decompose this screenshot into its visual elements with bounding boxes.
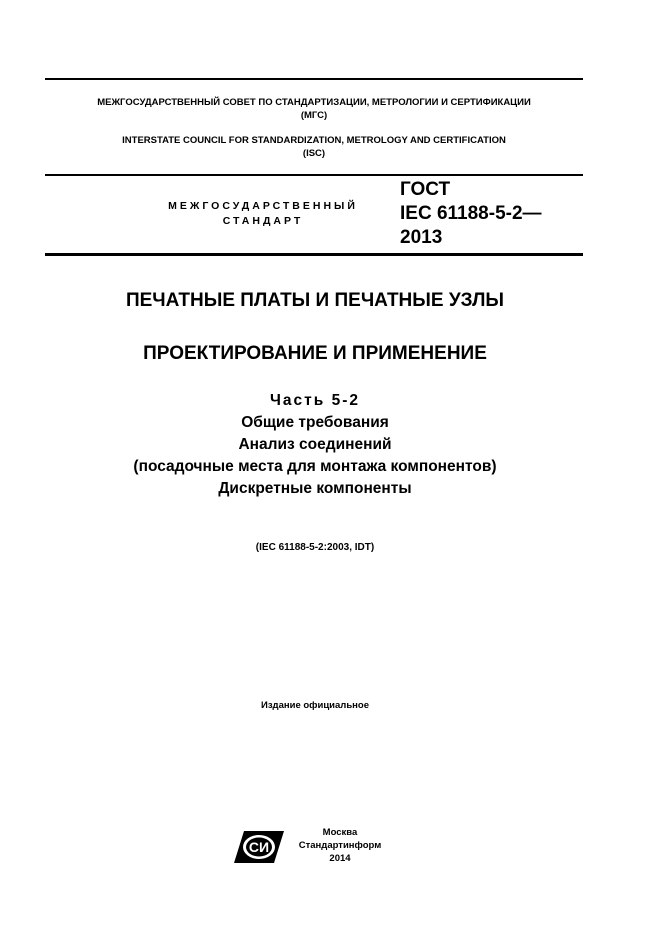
publisher-year: 2014: [329, 853, 351, 864]
top-rule: [45, 78, 583, 80]
part-line-1: Общие требования: [241, 414, 389, 431]
part-line-3: (посадочные места для монтажа компонентов): [133, 458, 497, 475]
standartinform-logo-icon: [234, 829, 286, 865]
standard-code: [400, 178, 542, 250]
council-en-abbr: (ISC): [302, 148, 326, 159]
bottom-rule: [45, 253, 583, 256]
council-ru: [45, 96, 583, 122]
publisher: [290, 826, 390, 865]
standard-code-line3: 2013: [400, 227, 443, 248]
standard-code-line1: ГОСТ: [400, 179, 451, 200]
logo-text: СИ: [248, 839, 270, 855]
standard-code-line2: IEC 61188-5-2—: [400, 203, 542, 224]
standard-type-line2: СТАНДАРТ: [222, 215, 304, 227]
document-title: ПЕЧАТНЫЕ ПЛАТЫ И ПЕЧАТНЫЕ УЗЛЫ: [125, 290, 505, 311]
iec-reference: (IEC 61188-5-2:2003, IDT): [255, 542, 375, 553]
council-en-name: INTERSTATE COUNCIL FOR STANDARDIZATION, METROLOGY AND CERTIFICATION: [122, 135, 506, 146]
part-block: [40, 390, 590, 500]
council-en: [45, 134, 583, 160]
part-line-2: Анализ соединений: [238, 436, 392, 453]
middle-rule: [45, 174, 583, 176]
edition-label: Издание официальное: [261, 700, 369, 711]
part-line-4: Дискретные компоненты: [218, 480, 412, 497]
document-subtitle: ПРОЕКТИРОВАНИЕ И ПРИМЕНЕНИЕ: [143, 343, 487, 364]
publisher-name: Стандартинформ: [298, 840, 382, 851]
council-ru-abbr: (МГС): [300, 110, 328, 121]
standard-type: [118, 199, 408, 229]
publisher-city: Москва: [322, 827, 358, 838]
council-ru-name: МЕЖГОСУДАРСТВЕННЫЙ СОВЕТ ПО СТАНДАРТИЗАЦИИ, МЕТРОЛОГИИ И СЕРТИФИКАЦИИ: [97, 97, 531, 108]
part-number: Часть 5-2: [270, 392, 360, 409]
standard-type-line1: МЕЖГОСУДАРСТВЕННЫЙ: [168, 200, 358, 212]
